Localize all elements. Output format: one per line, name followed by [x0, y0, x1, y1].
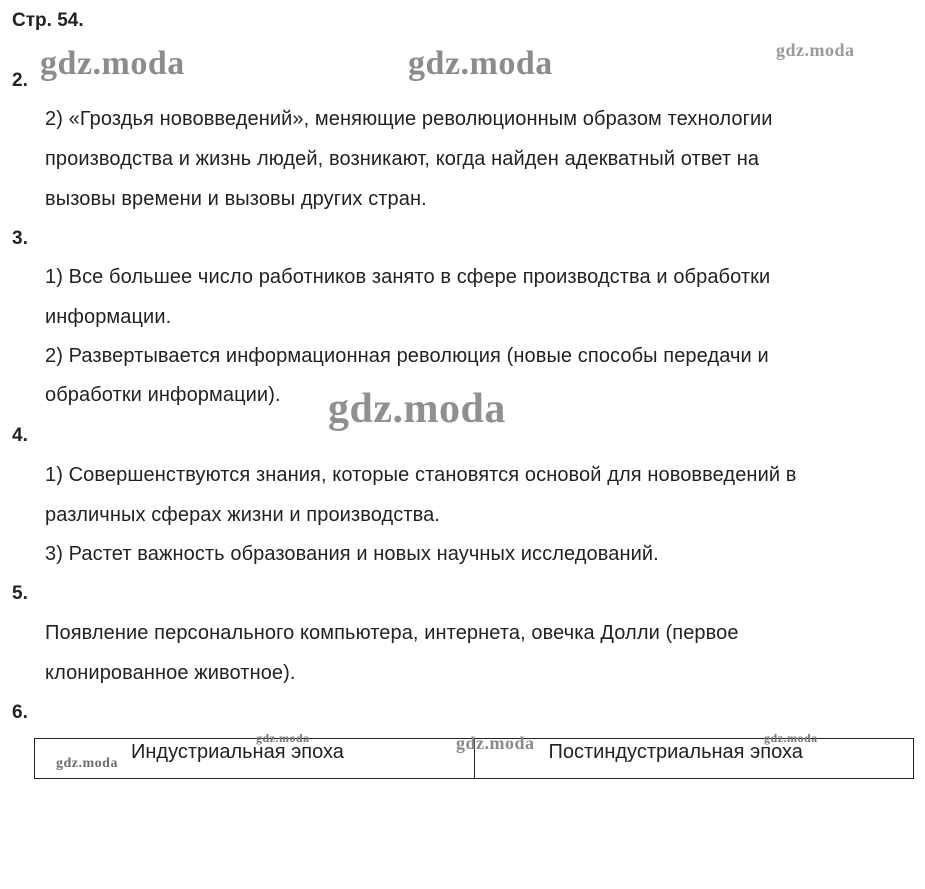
q2-line-1: 2) «Гроздья нововведений», меняющие революционным образом технологии — [45, 108, 773, 130]
question-number-6: 6. — [12, 702, 28, 723]
question-number-5: 5. — [12, 583, 28, 604]
question-number-4: 4. — [12, 425, 28, 446]
watermark-2: gdz.moda — [408, 45, 553, 82]
q5-line-1: Появление персонального компьютера, интернета, овечка Долли (первое — [45, 622, 739, 644]
watermark-7: gdz.moda — [456, 733, 535, 753]
q3-line-2: информации. — [45, 306, 172, 328]
watermark-4: gdz.moda — [328, 386, 506, 432]
watermark-8: gdz.moda — [764, 731, 818, 745]
q3-line-3: 2) Развертывается информационная революция (новые способы передачи и — [45, 345, 769, 367]
table-header-cell-postindustrial — [474, 739, 914, 779]
table-header-industrial: Индустриальная эпоха — [131, 741, 344, 763]
q2-line-3: вызовы времени и вызовы других стран. — [45, 188, 427, 210]
watermark-5: gdz.moda — [56, 756, 118, 771]
q3-line-4: обработки информации). — [45, 384, 281, 406]
watermark-1: gdz.moda — [40, 45, 185, 82]
q5-line-2: клонированное животное). — [45, 662, 296, 684]
q4-line-2: различных сферах жизни и производства. — [45, 504, 441, 526]
question-number-2: 2. — [12, 70, 28, 91]
watermark-6: gdz.moda — [256, 731, 310, 745]
q4-line-1: 1) Совершенствуются знания, которые становятся основой для нововведений в — [45, 464, 797, 486]
q2-line-2: производства и жизнь людей, возникают, когда найден адекватный ответ на — [45, 148, 760, 170]
page-title: Стр. 54. — [12, 10, 84, 31]
q3-line-1: 1) Все большее число работников занято в сфере производства и обработки — [45, 266, 771, 288]
question-number-3: 3. — [12, 228, 28, 249]
watermark-3: gdz.moda — [776, 40, 855, 60]
q4-line-3: 3) Растет важность образования и новых научных исследований. — [45, 543, 659, 565]
table-header-postindustrial: Постиндустриальная эпоха — [548, 741, 803, 763]
